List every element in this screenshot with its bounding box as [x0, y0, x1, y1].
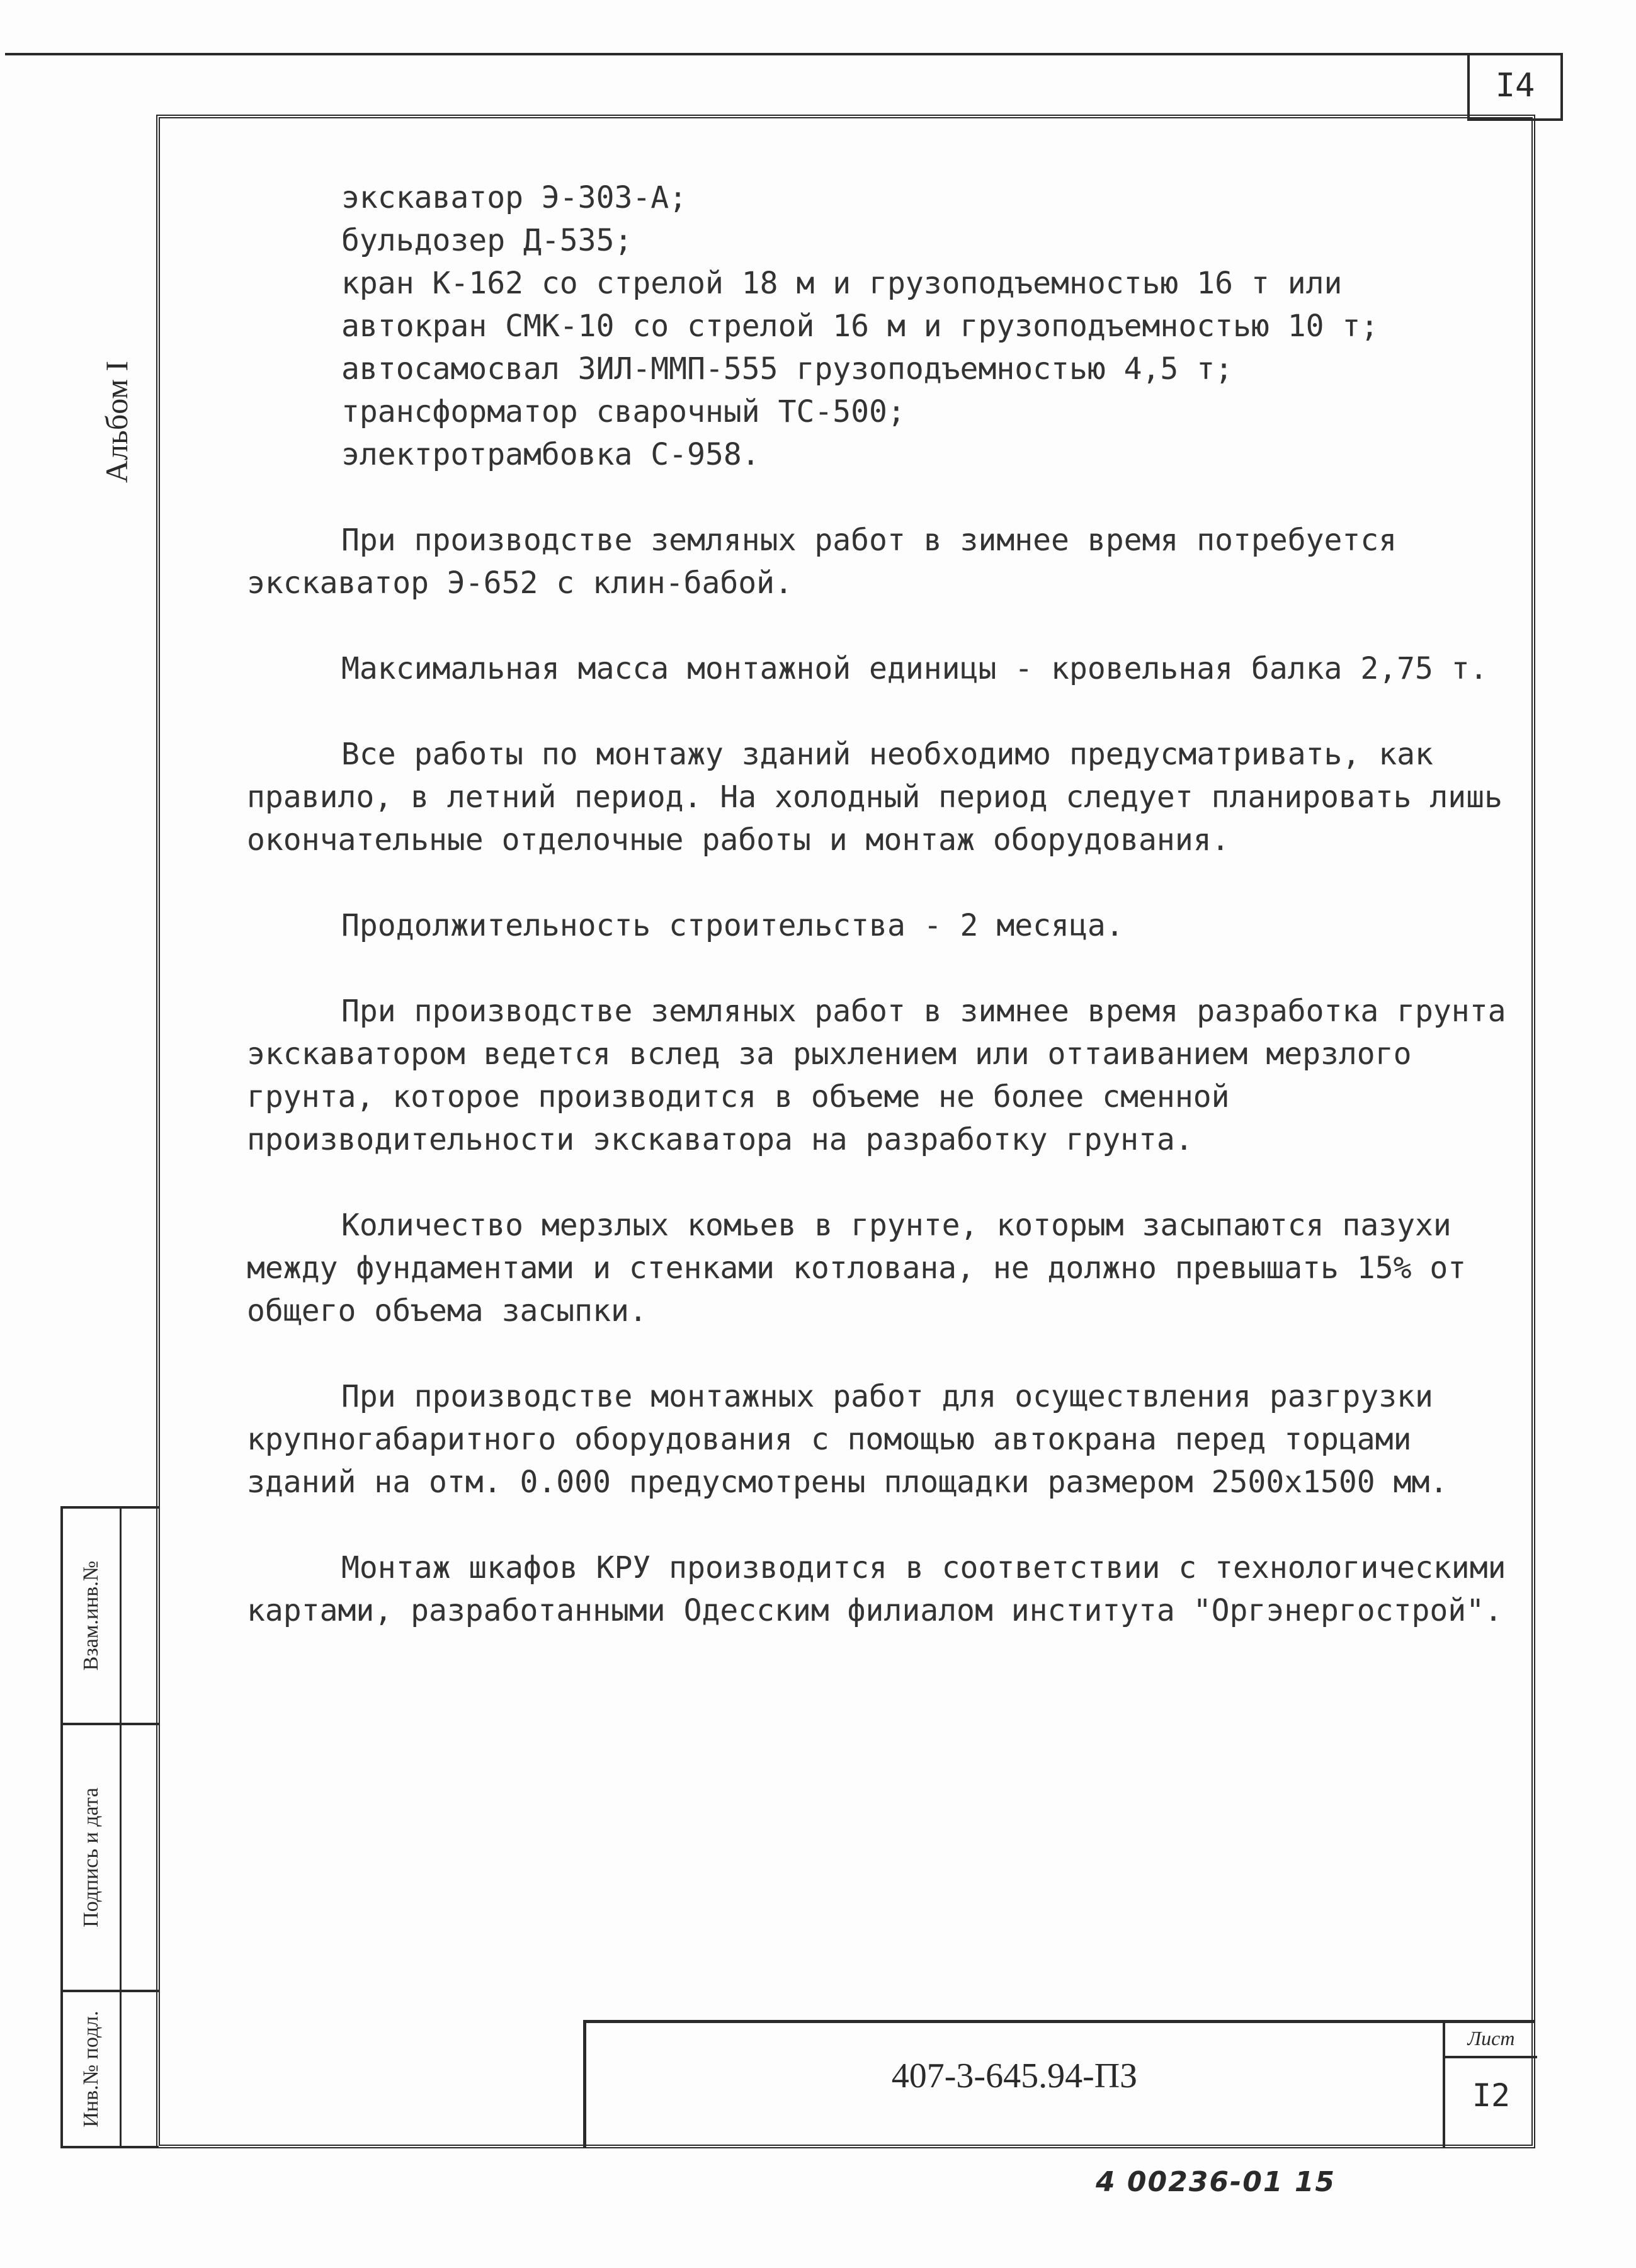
- side-stamp-column-line: [120, 1509, 122, 2146]
- paragraph-frozen-ground: При производстве земляных работ в зимнее время разработка грунта экскаватором ведется вслед за рыхлением или оттаиванием мерзлого грунта, которое производится в объеме не более сменной производительности экскаватора на разработку грунта.: [247, 994, 1506, 1157]
- archive-number: 4 00236-01 15: [1096, 2166, 1336, 2198]
- side-stamp-cell-signature: [63, 1725, 120, 1990]
- page-number-box: [1467, 53, 1563, 121]
- side-stamp-cell-replacement: [63, 1509, 120, 1723]
- side-stamp-signature-label: Подпись и дата: [79, 1788, 103, 1927]
- sheet-cell: [1443, 2023, 1537, 2148]
- equipment-item: кран К-162 со стрелой 18 м и грузоподъемностью 16 т или: [341, 266, 1343, 301]
- paragraph-winter-excavator: При производстве земляных работ в зимнее время потребуется экскаватор Э-652 с клин-бабой.: [247, 523, 1397, 601]
- equipment-item: электротрамбовка С-958.: [341, 437, 760, 472]
- sheet-number: I2: [1472, 2077, 1511, 2114]
- top-rule: [5, 53, 1560, 55]
- paragraph-frozen-lumps: Количество мерзлых комьев в грунте, которым засыпаются пазухи между фундаментами и стенками котлована, не должно превышать 15% от общего объема засыпки.: [247, 1208, 1467, 1329]
- side-stamp-table: [60, 1506, 159, 2148]
- equipment-item: экскаватор Э-303-А;: [341, 180, 688, 215]
- paragraph-unloading: При производстве монтажных работ для осуществления разгрузки крупногабаритного оборудования с помощью автокрана перед торцами зданий на отм. 0.000 предусмотрены площадки размером 2500х1500 мм.: [247, 1379, 1448, 1500]
- equipment-item: автокран СМК-10 со стрелой 16 м и грузоподъемностью 10 т;: [341, 309, 1379, 344]
- paragraph-max-mass: Максимальная масса монтажной единицы - кровельная балка 2,75 т.: [341, 651, 1488, 686]
- title-block: [583, 2020, 1535, 2148]
- page-number: I4: [1495, 67, 1535, 105]
- equipment-item: бульдозер Д-535;: [341, 223, 633, 258]
- equipment-list: [247, 176, 1506, 476]
- side-stamp-cell-inventory: [63, 1992, 120, 2146]
- paragraph-season: Все работы по монтажу зданий необходимо предусматривать, как правило, в летний период. На холодный период следует планировать лишь окончательные отделочные работы и монтаж оборудования.: [247, 737, 1503, 858]
- paragraph-kru-cabinets: Монтаж шкафов КРУ производится в соответствии с технологическими картами, разработанными Одесским филиалом института "Оргэнергострой".: [247, 1550, 1506, 1628]
- paragraph-duration: Продолжительность строительства - 2 месяца.: [341, 908, 1124, 943]
- equipment-item: автосамосвал ЗИЛ-ММП-555 грузоподъемностью 4,5 т;: [341, 351, 1234, 387]
- document-code: 407-3-645.94-ПЗ: [891, 2056, 1138, 2095]
- side-stamp-replacement-label: Взам.инв.№: [79, 1560, 103, 1671]
- equipment-item: трансформатор сварочный ТС-500;: [341, 394, 906, 429]
- sheet-divider: [1445, 2056, 1537, 2058]
- document-body: [247, 176, 1506, 1632]
- sheet-label: Лист: [1467, 2027, 1515, 2050]
- album-label: Альбом I: [99, 360, 134, 484]
- side-stamp-inventory-label: Инв.№ подл.: [79, 2010, 103, 2128]
